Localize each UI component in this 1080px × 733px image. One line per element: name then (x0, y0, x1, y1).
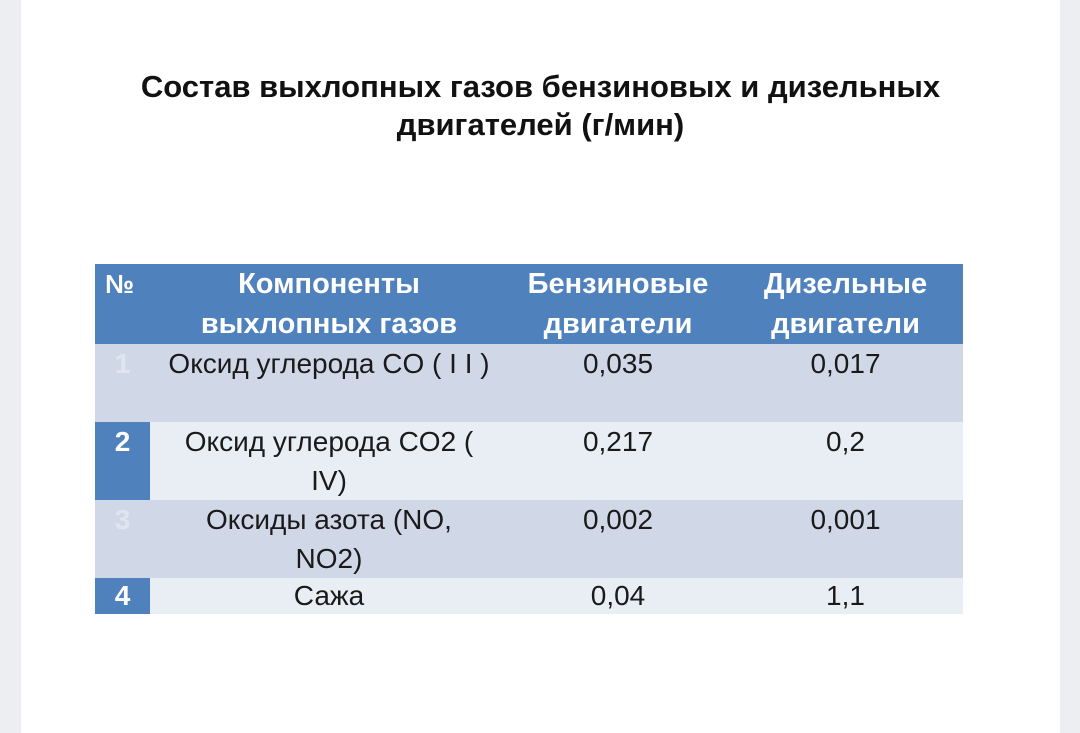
header-component (150, 264, 508, 344)
table-row (95, 422, 963, 500)
row-petrol-value: 0,04 (508, 578, 728, 614)
row-number: 1 (95, 344, 150, 422)
row-number: 2 (95, 422, 150, 500)
page-title (21, 68, 1060, 144)
header-petrol-label: Бензиновые двигатели (527, 268, 709, 340)
row-petrol-value: 0,217 (508, 422, 728, 500)
header-diesel (728, 264, 963, 344)
row-component-label: Оксид углерода CO ( I I ) (168, 348, 490, 379)
row-number: 3 (95, 500, 150, 578)
row-component: Сажа (150, 578, 508, 614)
row-component (150, 500, 508, 578)
row-petrol-value: 0,002 (508, 500, 728, 578)
title-line-1: Состав выхлопных газов бензиновых и дизельных (140, 69, 941, 104)
table-row (95, 500, 963, 578)
row-petrol-value: 0,035 (508, 344, 728, 422)
row-diesel-value: 1,1 (728, 578, 963, 614)
header-component-label: Компоненты выхлопных газов (200, 268, 458, 340)
row-diesel-value: 0,2 (728, 422, 963, 500)
row-component (150, 344, 508, 422)
row-component (150, 422, 508, 500)
row-diesel-value: 0,017 (728, 344, 963, 422)
table-header-row (95, 264, 963, 344)
header-diesel-label: Дизельные двигатели (763, 268, 928, 340)
table-row (95, 578, 963, 614)
table-row (95, 344, 963, 422)
exhaust-gas-table (95, 264, 963, 614)
row-component-label: Оксиды азота (NO, NO2) (206, 504, 452, 574)
row-component-label: Оксид углерода CO2 ( IV) (184, 426, 474, 496)
title-line-2: двигателей (г/мин) (396, 107, 685, 142)
header-number: № (95, 264, 150, 344)
header-petrol (508, 264, 728, 344)
row-diesel-value: 0,001 (728, 500, 963, 578)
row-number: 4 (95, 578, 150, 614)
